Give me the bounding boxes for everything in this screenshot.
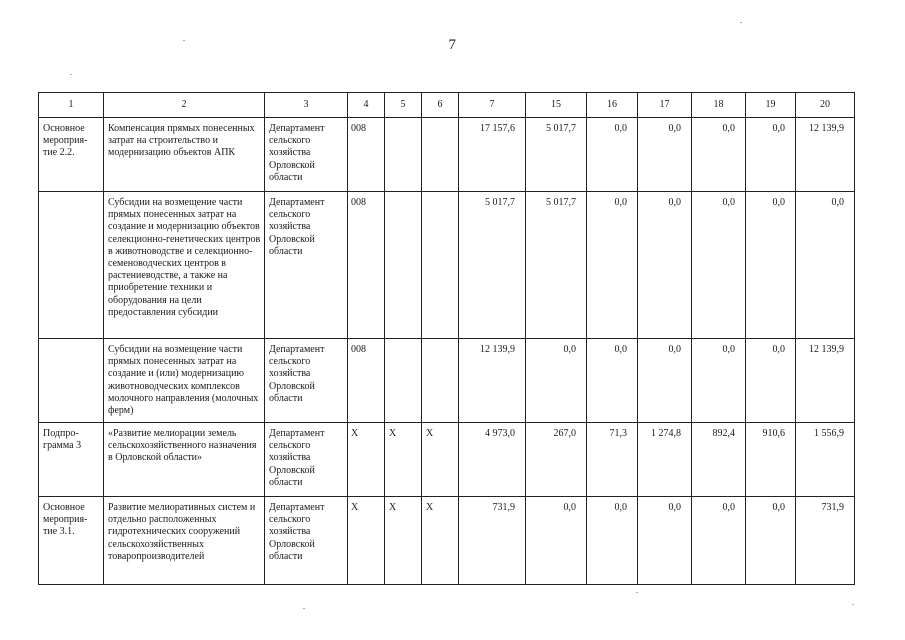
- executor-cell: [265, 192, 348, 339]
- program-label: Основное мероприя-тие 3.1.: [43, 502, 88, 538]
- executor-cell: [265, 497, 348, 585]
- value-total: 12 139,9: [480, 344, 515, 355]
- value-total: 17 157,6: [480, 123, 515, 134]
- header-cell: 1: [39, 93, 104, 118]
- value-18: 0,0: [722, 197, 735, 208]
- value-cell: [459, 497, 526, 585]
- table-row: [39, 192, 855, 339]
- value-15: 267,0: [553, 428, 576, 439]
- activity-name: Развитие мелиоративных систем и отдельно расположенных гидротехнических сооружений сельскохозяйственных товаропроизводителей: [108, 502, 256, 562]
- value-20: 12 139,9: [809, 123, 844, 134]
- header-row: [39, 93, 855, 118]
- code-cell: [385, 192, 422, 339]
- value-cell: [638, 497, 692, 585]
- value-cell: [692, 423, 746, 497]
- program-label: Основное мероприя-тие 2.2.: [43, 123, 88, 159]
- value-19: 910,6: [762, 428, 785, 439]
- code-cell: [422, 118, 459, 192]
- executor-name: Департамент сельского хозяйства Орловской области: [269, 197, 325, 257]
- scan-speck: [303, 608, 305, 609]
- code-cell: [422, 339, 459, 423]
- header-cell: 20: [796, 93, 855, 118]
- value-15: 5 017,7: [546, 123, 576, 134]
- header-cell: 18: [692, 93, 746, 118]
- value-cell: [692, 339, 746, 423]
- scan-speck: [183, 40, 185, 41]
- value-cell: [746, 339, 796, 423]
- activity-name: Субсидии на возмещение части прямых понесенных затрат на создание и (или) модернизацию животноводческих комплексов молочного направления (молочных ферм): [108, 344, 259, 417]
- program-cell: [39, 423, 104, 497]
- activity-name: «Развитие мелиорации земель сельскохозяйственного назначения в Орловской области»: [108, 428, 257, 464]
- value-16: 0,0: [614, 344, 627, 355]
- code-cell: [348, 497, 385, 585]
- program-label: [39, 339, 103, 344]
- header-cell: 2: [104, 93, 265, 118]
- program-label: Подпро-грамма 3: [43, 428, 82, 452]
- value-cell: [746, 423, 796, 497]
- code-value: [385, 118, 421, 123]
- value-19: 0,0: [772, 123, 785, 134]
- code-value: [422, 192, 458, 197]
- name-cell: [104, 339, 265, 423]
- value-19: 0,0: [772, 197, 785, 208]
- value-cell: [459, 339, 526, 423]
- code-cell: [422, 497, 459, 585]
- scan-speck: [740, 22, 742, 23]
- header-cell: 15: [526, 93, 587, 118]
- value-cell: [526, 118, 587, 192]
- value-cell: [746, 192, 796, 339]
- value-cell: [526, 423, 587, 497]
- code-value: X: [426, 428, 434, 439]
- value-cell: [587, 423, 638, 497]
- code-value: X: [389, 502, 397, 513]
- code-value: [385, 192, 421, 197]
- value-16: 0,0: [614, 197, 627, 208]
- name-cell: [104, 497, 265, 585]
- header-cell: 16: [587, 93, 638, 118]
- value-cell: [459, 423, 526, 497]
- name-cell: [104, 118, 265, 192]
- value-17: 0,0: [668, 344, 681, 355]
- value-15: 0,0: [563, 502, 576, 513]
- program-cell: [39, 192, 104, 339]
- code-value: X: [351, 428, 359, 439]
- code-value: 008: [351, 123, 366, 134]
- value-20: 731,9: [821, 502, 844, 513]
- value-total: 4 973,0: [485, 428, 515, 439]
- executor-cell: [265, 339, 348, 423]
- budget-table: [38, 92, 855, 585]
- value-cell: [587, 192, 638, 339]
- value-cell: [526, 497, 587, 585]
- activity-name: Компенсация прямых понесенных затрат на строительство и модернизацию объектов АПК: [108, 123, 255, 159]
- header-cell: 5: [385, 93, 422, 118]
- code-cell: [385, 423, 422, 497]
- value-16: 0,0: [614, 502, 627, 513]
- value-18: 0,0: [722, 123, 735, 134]
- table-row: [39, 423, 855, 497]
- value-17: 0,0: [668, 123, 681, 134]
- executor-name: Департамент сельского хозяйства Орловской области: [269, 502, 325, 562]
- header-cell: 3: [265, 93, 348, 118]
- code-value: X: [426, 502, 434, 513]
- table-row: [39, 339, 855, 423]
- value-18: 0,0: [722, 502, 735, 513]
- value-cell: [638, 339, 692, 423]
- program-cell: [39, 339, 104, 423]
- activity-name: Субсидии на возмещение части прямых понесенных затрат на создание и модернизацию объектов селекционно-генетических центров в животноводстве и селекционно-семеноводческих центров в растениеводстве, а также на приобретение техники и оборудования на цели предоставления субсидии: [108, 197, 261, 318]
- value-17: 1 274,8: [651, 428, 681, 439]
- code-cell: [348, 339, 385, 423]
- value-cell: [459, 192, 526, 339]
- table-row: [39, 497, 855, 585]
- code-value: 008: [351, 344, 366, 355]
- value-cell: [692, 192, 746, 339]
- executor-cell: [265, 118, 348, 192]
- value-cell: [692, 497, 746, 585]
- value-20: 12 139,9: [809, 344, 844, 355]
- name-cell: [104, 423, 265, 497]
- header-cell: 4: [348, 93, 385, 118]
- header-cell: 6: [422, 93, 459, 118]
- value-cell: [587, 339, 638, 423]
- value-20: 1 556,9: [814, 428, 844, 439]
- program-label: [39, 192, 103, 197]
- page-number: 7: [448, 37, 457, 53]
- value-20: 0,0: [831, 197, 844, 208]
- value-cell: [526, 192, 587, 339]
- executor-cell: [265, 423, 348, 497]
- value-cell: [796, 423, 855, 497]
- executor-name: Департамент сельского хозяйства Орловской области: [269, 123, 325, 183]
- executor-name: Департамент сельского хозяйства Орловской области: [269, 428, 325, 488]
- value-total: 731,9: [492, 502, 515, 513]
- value-15: 0,0: [563, 344, 576, 355]
- value-15: 5 017,7: [546, 197, 576, 208]
- value-17: 0,0: [668, 502, 681, 513]
- value-cell: [638, 423, 692, 497]
- code-value: [422, 118, 458, 123]
- header-cell: 17: [638, 93, 692, 118]
- code-value: [385, 339, 421, 344]
- header-cell: 19: [746, 93, 796, 118]
- value-cell: [587, 118, 638, 192]
- value-16: 71,3: [609, 428, 627, 439]
- value-cell: [526, 339, 587, 423]
- value-cell: [746, 118, 796, 192]
- code-cell: [385, 118, 422, 192]
- value-cell: [459, 118, 526, 192]
- name-cell: [104, 192, 265, 339]
- value-cell: [746, 497, 796, 585]
- executor-name: Департамент сельского хозяйства Орловской области: [269, 344, 325, 404]
- program-cell: [39, 118, 104, 192]
- value-18: 892,4: [712, 428, 735, 439]
- code-cell: [348, 192, 385, 339]
- value-19: 0,0: [772, 344, 785, 355]
- scan-speck: [70, 74, 72, 75]
- code-cell: [348, 118, 385, 192]
- program-cell: [39, 497, 104, 585]
- scan-speck: [636, 592, 638, 593]
- header-cell: 7: [459, 93, 526, 118]
- value-17: 0,0: [668, 197, 681, 208]
- value-cell: [638, 118, 692, 192]
- code-cell: [385, 497, 422, 585]
- value-16: 0,0: [614, 123, 627, 134]
- code-cell: [385, 339, 422, 423]
- value-18: 0,0: [722, 344, 735, 355]
- code-cell: [422, 423, 459, 497]
- value-cell: [692, 118, 746, 192]
- code-value: [422, 339, 458, 344]
- code-cell: [348, 423, 385, 497]
- code-cell: [422, 192, 459, 339]
- value-cell: [796, 192, 855, 339]
- scan-speck: [852, 604, 854, 605]
- code-value: X: [389, 428, 397, 439]
- value-cell: [796, 339, 855, 423]
- value-total: 5 017,7: [485, 197, 515, 208]
- code-value: X: [351, 502, 359, 513]
- code-value: 008: [351, 197, 366, 208]
- value-cell: [796, 118, 855, 192]
- value-cell: [796, 497, 855, 585]
- value-cell: [638, 192, 692, 339]
- value-19: 0,0: [772, 502, 785, 513]
- value-cell: [587, 497, 638, 585]
- table-row: [39, 118, 855, 192]
